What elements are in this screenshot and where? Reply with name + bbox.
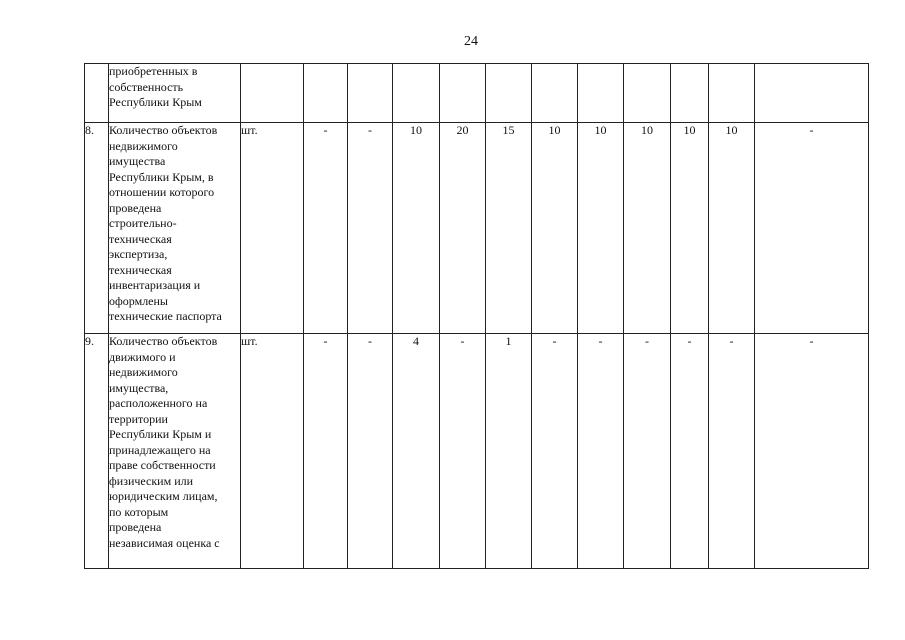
indicator-name-line: оформлены bbox=[109, 293, 168, 308]
indicator-name-line: Количество объектов bbox=[109, 334, 218, 348]
table-row-9 bbox=[85, 334, 869, 569]
indicator-name-line: имущества bbox=[109, 154, 166, 168]
value-cell: 15 bbox=[486, 123, 532, 334]
value-cell bbox=[440, 64, 486, 123]
value-cell: 10 bbox=[709, 123, 755, 334]
value-cell: - bbox=[304, 123, 348, 334]
value-cell: 4 bbox=[393, 334, 440, 569]
indicator-name-line: техническая bbox=[109, 262, 172, 277]
last-value-cell bbox=[755, 64, 869, 123]
indicator-name-line: инвентаризация и bbox=[109, 278, 201, 292]
indicator-name-line: приобретенных в bbox=[109, 64, 198, 78]
value-cell: - bbox=[304, 334, 348, 569]
value-cell: - bbox=[671, 334, 709, 569]
row-number-cell bbox=[85, 64, 109, 123]
row-number-cell: 9. bbox=[85, 334, 109, 569]
indicator-name-line: расположенного на bbox=[109, 396, 208, 410]
value-cell bbox=[671, 64, 709, 123]
indicator-table bbox=[84, 63, 869, 569]
unit-cell bbox=[241, 64, 304, 123]
indicator-name-line: имущества, bbox=[109, 380, 169, 395]
value-cell: - bbox=[709, 334, 755, 569]
indicator-name-line: юридическим лицам, bbox=[109, 489, 218, 503]
indicator-name-line: Республики Крым и bbox=[109, 427, 212, 441]
page-number: 24 bbox=[464, 34, 478, 49]
indicator-name-line: недвижимого bbox=[109, 365, 178, 379]
indicator-name-line: физическим или bbox=[109, 473, 194, 488]
value-cell: - bbox=[532, 334, 578, 569]
indicator-name-line: Республики Крым bbox=[109, 95, 202, 109]
value-cell: - bbox=[624, 334, 671, 569]
value-cell: - bbox=[348, 334, 393, 569]
last-value-cell: - bbox=[755, 334, 869, 569]
indicator-name-line: независимая оценка с bbox=[109, 535, 220, 550]
indicator-name-line: движимого и bbox=[109, 349, 176, 364]
value-cell bbox=[304, 64, 348, 123]
indicator-name-line: принадлежащего на bbox=[109, 442, 211, 457]
indicator-name-line: проведена bbox=[109, 520, 162, 534]
indicator-name-line: недвижимого bbox=[109, 138, 178, 153]
indicator-name-line: технические паспорта bbox=[109, 309, 222, 323]
unit-cell: шт. bbox=[241, 123, 304, 334]
indicator-name-line: строительно- bbox=[109, 216, 177, 230]
value-cell bbox=[578, 64, 624, 123]
indicator-name-line: Республики Крым, в bbox=[109, 169, 214, 184]
value-cell: 10 bbox=[532, 123, 578, 334]
indicator-name-line: проведена bbox=[109, 200, 162, 215]
indicator-name-line: территории bbox=[109, 411, 168, 426]
value-cell bbox=[532, 64, 578, 123]
value-cell bbox=[624, 64, 671, 123]
table-row-continued bbox=[85, 64, 869, 123]
unit-cell: шт. bbox=[241, 334, 304, 569]
value-cell: - bbox=[578, 334, 624, 569]
indicator-name-line: по которым bbox=[109, 504, 169, 519]
indicator-name-line: экспертиза, bbox=[109, 247, 168, 261]
indicator-name-line: праве собственности bbox=[109, 458, 216, 472]
value-cell: - bbox=[440, 334, 486, 569]
indicator-name-cell bbox=[109, 334, 241, 569]
value-cell: 1 bbox=[486, 334, 532, 569]
row-number-cell: 8. bbox=[85, 123, 109, 334]
value-cell: 20 bbox=[440, 123, 486, 334]
value-cell bbox=[709, 64, 755, 123]
indicator-name-line: собственность bbox=[109, 79, 184, 94]
indicator-name-line: Количество объектов bbox=[109, 123, 218, 137]
value-cell: 10 bbox=[624, 123, 671, 334]
value-cell bbox=[486, 64, 532, 123]
last-value-cell: - bbox=[755, 123, 869, 334]
value-cell: 10 bbox=[671, 123, 709, 334]
value-cell bbox=[393, 64, 440, 123]
value-cell bbox=[348, 64, 393, 123]
value-cell: 10 bbox=[578, 123, 624, 334]
indicator-name-line: отношении которого bbox=[109, 185, 215, 199]
indicator-name-cell bbox=[109, 123, 241, 334]
indicator-name-line: техническая bbox=[109, 231, 172, 246]
value-cell: - bbox=[348, 123, 393, 334]
table-row-8 bbox=[85, 123, 869, 334]
value-cell: 10 bbox=[393, 123, 440, 334]
indicator-name-cell bbox=[109, 64, 241, 123]
